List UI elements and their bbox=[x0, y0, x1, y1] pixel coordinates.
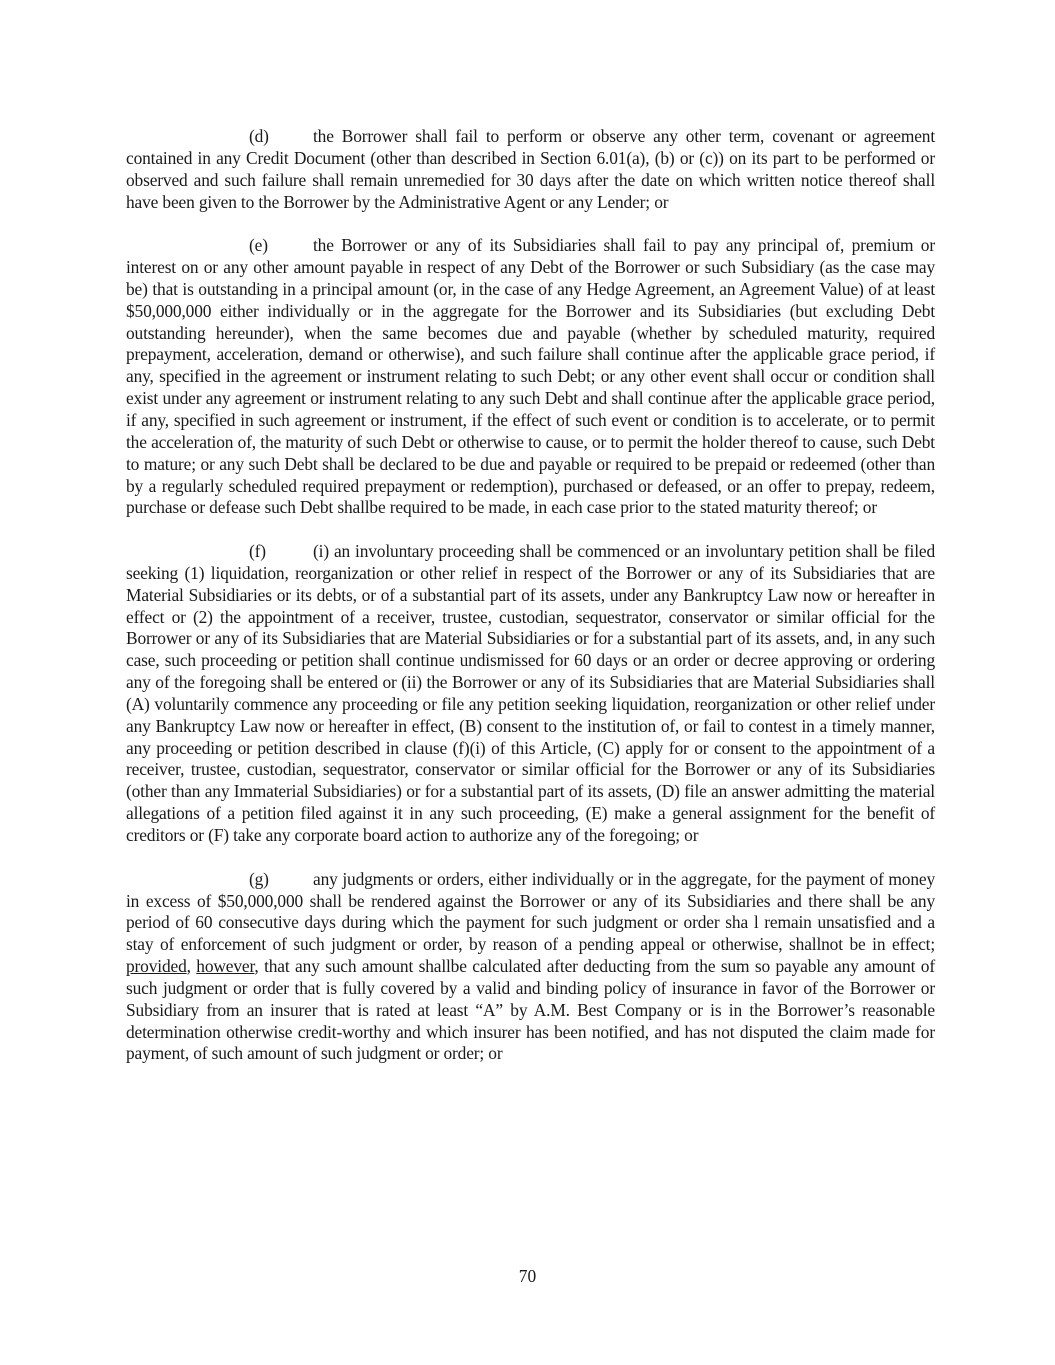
clause-text: the Borrower shall fail to perform or observe any other term, covenant or agreement contained in any Credit Document (other than described in Section 6.01(a), (b) or (c)) on its part to be performed or observed and such failure shall remain unremedied for 30 days after the date on which written notice thereof shall have been given to the Borrower by the Administrative Agent or any Lender; or bbox=[126, 126, 935, 212]
document-page bbox=[126, 126, 935, 1087]
clause-d bbox=[126, 126, 935, 213]
clause-g bbox=[126, 869, 935, 1066]
clause-label: (e) bbox=[249, 235, 268, 256]
separator: , bbox=[186, 956, 197, 977]
clause-text: the Borrower or any of its Subsidiaries shall fail to pay any principal of, premium or interest on or any other amount payable in respect of any Debt of the Borrower or such Subsidiary (as the case may be) that is outstanding in a principal amount (or, in the case of any Hedge Agreement, an Agreement Value) of at least $50,000,000 either individually or in the aggregate for the Borrower and its Subsidiaries (but excluding Debt outstanding hereunder), when the same becomes due and payable (whether by scheduled maturity, required prepayment, acceleration, demand or otherwise), and such failure shall continue after the applicable grace period, if any, specified in the agreement or instrument relating to such Debt; or any other event shall occur or condition shall exist under any agreement or instrument relating to any such Debt and shall continue after the applicable grace period, if any, specified in such agreement or instrument, if the effect of such event or condition is to accelerate, or to permit the acceleration of, the maturity of such Debt or otherwise to cause, or to permit the holder thereof to cause, such Debt to mature; or any such Debt shall be declared to be due and payable or required to be prepaid or redeemed (other than by a regularly scheduled required prepayment or redemption), purchased or defeased, or an offer to prepay, redeem, purchase or defease such Debt shallbe required to be made, in each case prior to the stated maturity thereof; or bbox=[126, 235, 935, 518]
clause-text-before: any judgments or orders, either individually or in the aggregate, for the payment of money in excess of $50,000,000 shall be rendered against the Borrower or any of its Subsidiaries and there shall be any period of 60 consecutive days during which the payment for such judgment or order sha l remain unsatisfied and a stay of enforcement of such judgment or order, by reason of a pending appeal or otherwise, shallnot be in effect; bbox=[126, 868, 935, 955]
clause-text: (i) an involuntary proceeding shall be commenced or an involuntary petition shall be filed seeking (1) liquidation, reorganization or other relief in respect of the Borrower or any of its Subsidiaries that are Material Subsidiaries or its debts, or of a substantial part of its assets, under any Bankruptcy Law now or hereafter in effect or (2) the appointment of a receiver, trustee, custodian, sequestrator, conservator or similar official for the Borrower or any of its Subsidiaries that are Material Subsidiaries or for a substantial part of its assets, and, in any such case, such proceeding or petition shall continue undismissed for 60 days or an order or decree approving or ordering any of the foregoing shall be entered or (ii) the Borrower or any of its Subsidiaries that are Material Subsidiaries shall (A) voluntarily commence any proceeding or file any petition seeking liquidation, reorganization or other relief under any Bankruptcy Law now or hereafter in effect, (B) consent to the institution of, or fail to contest in a timely manner, any proceeding or petition described in clause (f)(i) of this Article, (C) apply for or consent to the appointment of a receiver, trustee, custodian, sequestrator, conservator or similar official for the Borrower or any of its Subsidiaries (other than any Immaterial Subsidiaries) or for a substantial part of its assets, (D) file an answer admitting the material allegations of a petition filed against it in any such proceeding, (E) make a general assignment for the benefit of creditors or (F) take any corporate board action to authorize any of the foregoing; or bbox=[126, 541, 935, 845]
page-number: 70 bbox=[518, 1266, 537, 1286]
underlined-term-however: however bbox=[196, 956, 255, 977]
clause-label: (d) bbox=[249, 126, 269, 146]
underlined-term-provided: provided bbox=[126, 956, 187, 977]
clause-label: (f) bbox=[249, 541, 266, 562]
clause-label: (g) bbox=[249, 868, 269, 889]
clause-f bbox=[126, 541, 935, 847]
clause-e bbox=[126, 235, 935, 519]
clause-text-after: , that any such amount shallbe calculated after deducting from the sum so payable any amount of such judgment or order that is fully covered by a valid and binding policy of insurance in favor of the Borrower or Subsidiary from an insurer that is rated at least “A” by A.M. Best Company or is in the Borrower’s reasonable determination otherwise credit-worthy and which insurer has been notified, and has not disputed the claim made for payment, of such amount of such judgment or order; or bbox=[126, 956, 935, 1064]
